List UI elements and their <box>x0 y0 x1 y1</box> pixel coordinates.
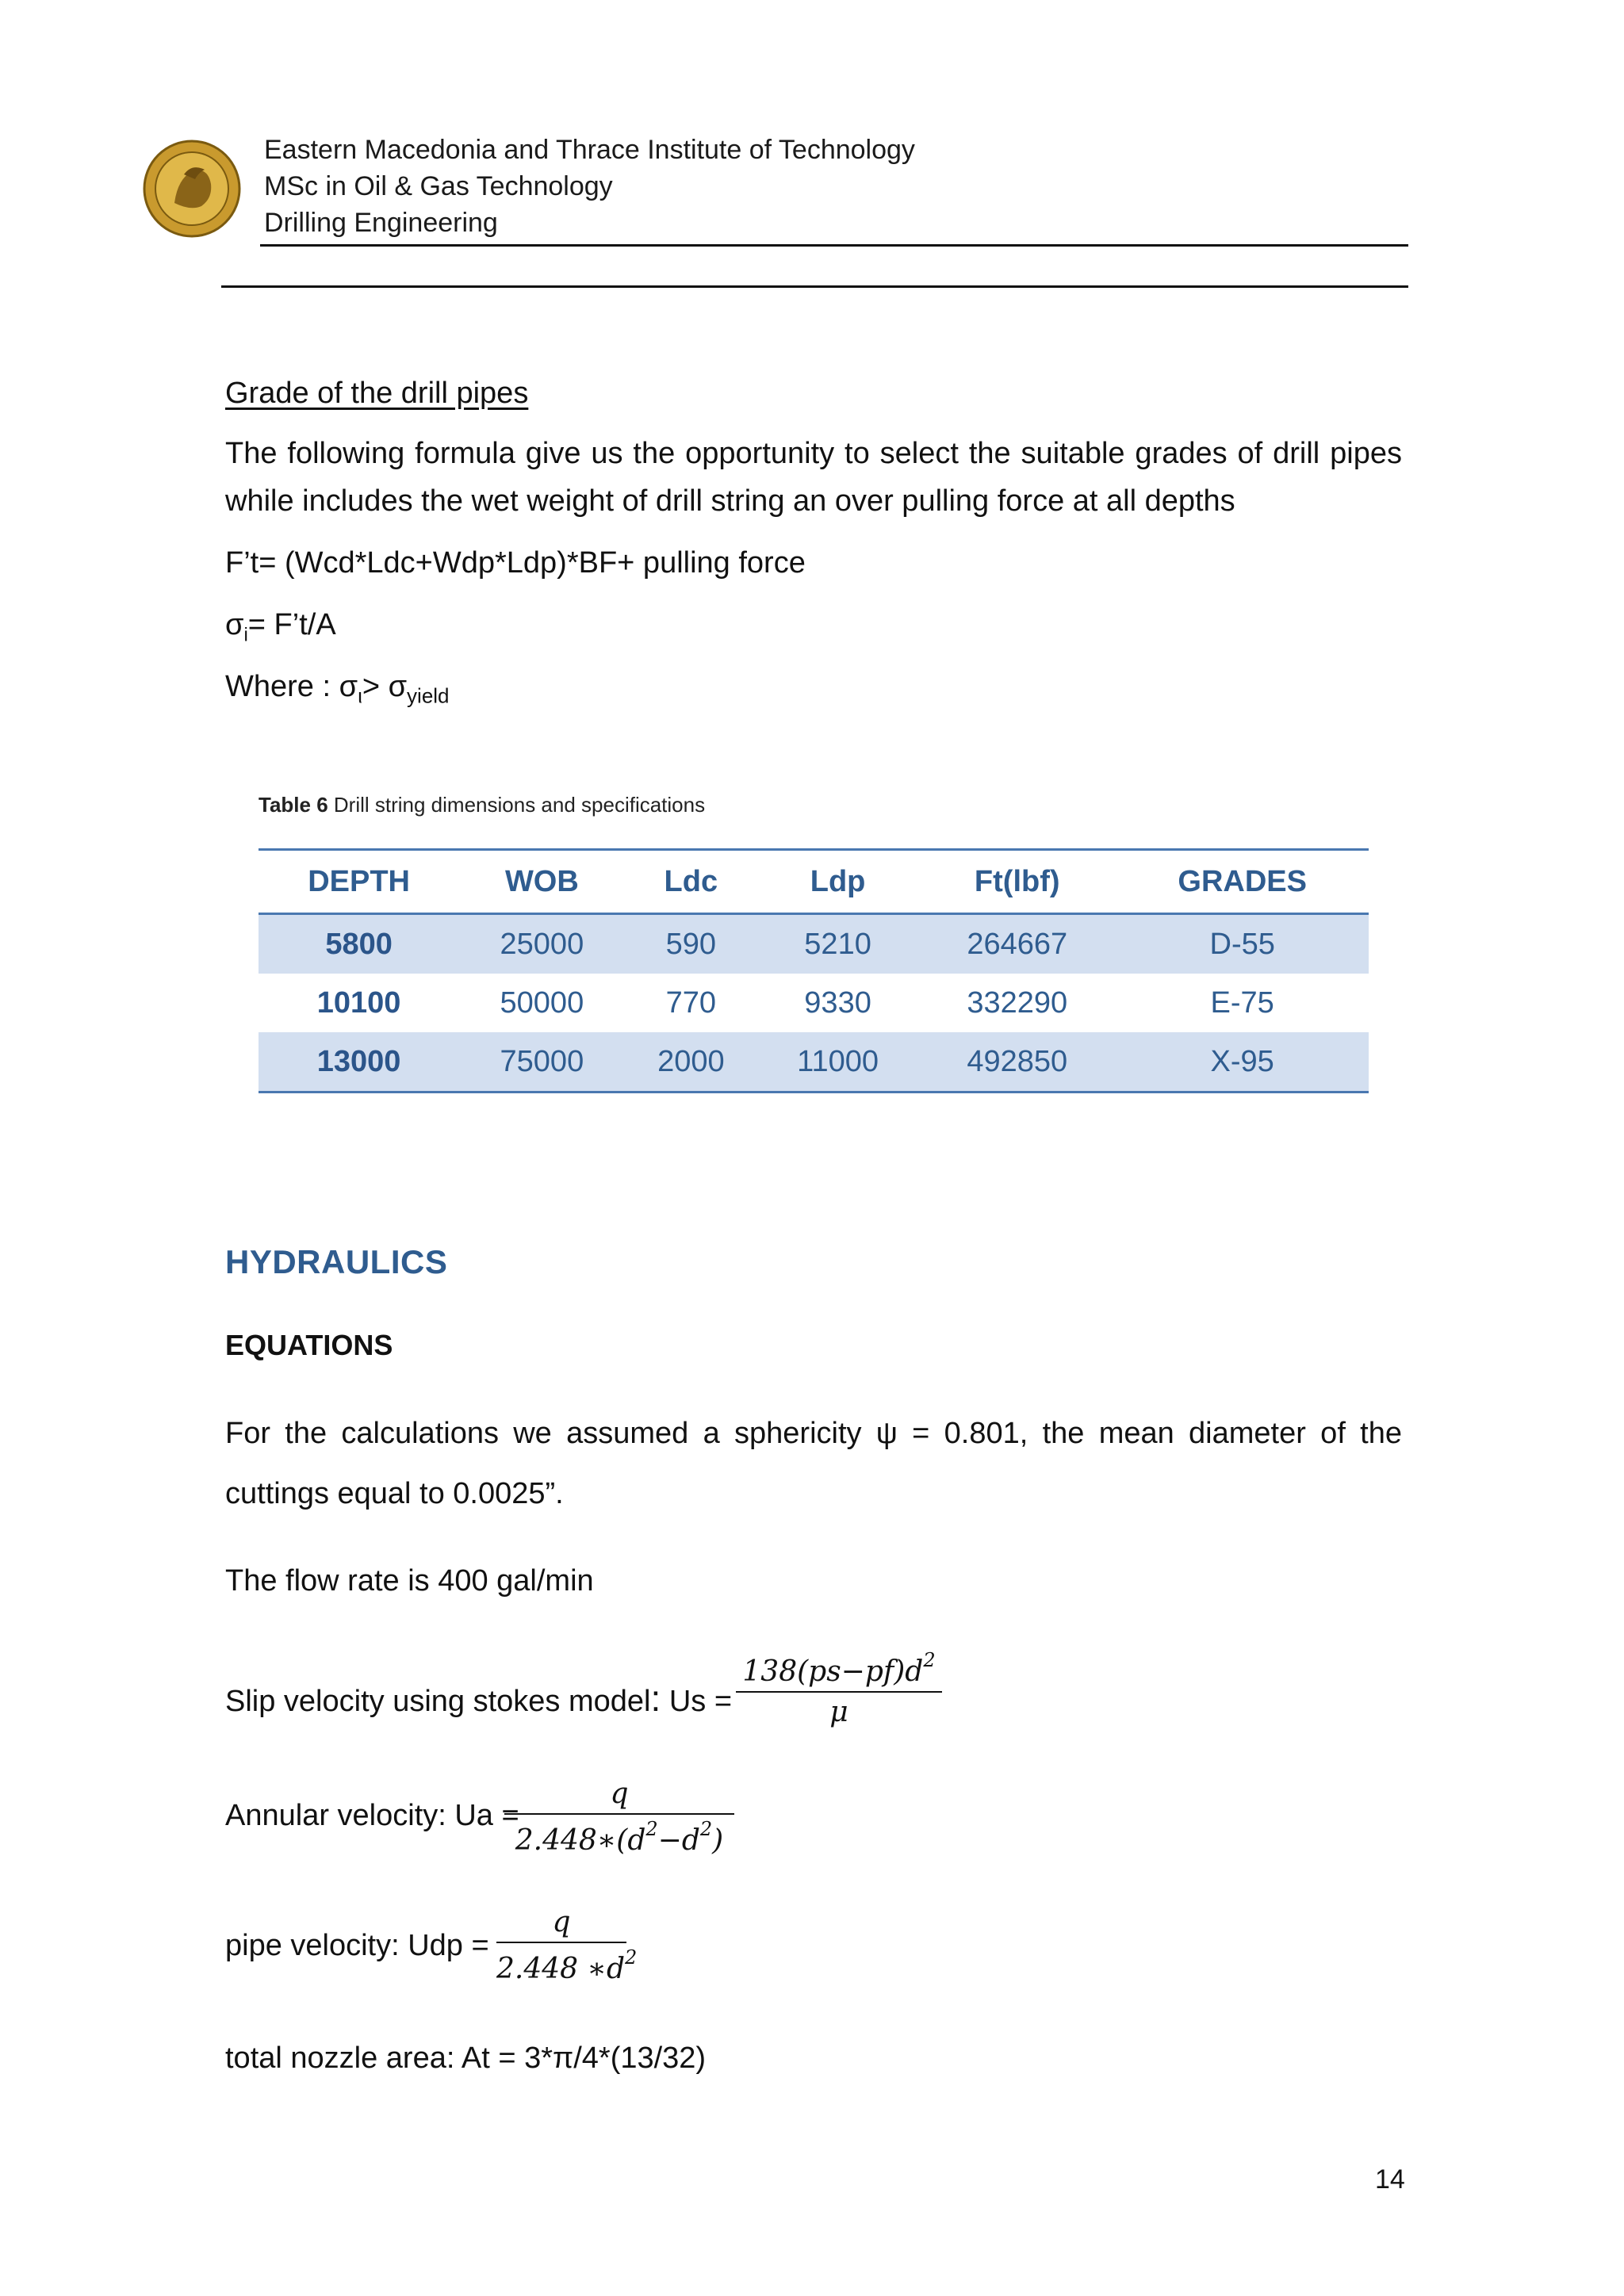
annular-fraction-bar <box>504 1813 734 1815</box>
slip-velocity-colon: : <box>650 1678 661 1719</box>
slip-velocity-text: Slip velocity using stokes model <box>225 1685 651 1718</box>
pipe-fraction-bar <box>496 1942 626 1943</box>
drill-string-table <box>259 848 1369 1093</box>
formula-sigma-sub: i <box>243 624 248 646</box>
annular-den-exp1: 2 <box>645 1818 658 1840</box>
table-cell: 332290 <box>967 985 1068 1020</box>
header-rule-top <box>260 244 1408 247</box>
institution-logo <box>143 140 241 238</box>
table-cell: 2000 <box>625 1032 758 1093</box>
slip-denominator: μ <box>829 1696 848 1728</box>
table-cell: 10100 <box>316 985 401 1020</box>
annular-numerator: q <box>610 1777 629 1810</box>
table-cell: 5210 <box>757 914 918 974</box>
table-caption-text: Drill string dimensions and specifications <box>327 793 706 817</box>
formula-sigma-rest: = F’t/A <box>247 608 336 641</box>
formula-where-sub1: ι <box>358 683 362 708</box>
table-cell: 9330 <box>804 985 871 1020</box>
table-caption-label: Table 6 <box>259 793 328 817</box>
hydraulics-heading: HYDRAULICS <box>225 1243 448 1280</box>
header-rule-bottom <box>221 285 1408 288</box>
annular-velocity-fraction <box>504 1777 734 1857</box>
pipe-velocity-label: pipe velocity: Udp = <box>225 1929 489 1962</box>
formula-where-sub2: yield <box>407 683 450 708</box>
pipe-velocity-fraction <box>496 1906 638 1985</box>
formula-sigma-symbol: σ <box>225 608 244 641</box>
seal-icon <box>143 140 241 238</box>
annular-den-c: ) <box>712 1824 724 1857</box>
table-cell: D-55 <box>1116 914 1369 974</box>
col-header-ldc: Ldc <box>625 850 758 914</box>
annular-den-a: 2.448∗(d <box>515 1824 646 1857</box>
slip-velocity-label <box>225 1674 732 1725</box>
assumptions-paragraph: For the calculations we assumed a sphericity ψ = 0.801, the mean diameter of the cuttings equal to 0.0025”. <box>225 1417 1402 1510</box>
annular-denominator <box>504 1818 734 1857</box>
table-cell: 264667 <box>918 914 1116 974</box>
table-cell: 770 <box>665 985 717 1020</box>
formula-ft: F’t= (Wcd*Ldc+Wdp*Ldp)*BF+ pulling force <box>225 546 806 580</box>
table-row <box>259 914 1369 974</box>
table-cell: 25000 <box>459 914 624 974</box>
table-cell: 492850 <box>918 1032 1116 1093</box>
col-header-ft: Ft(lbf) <box>918 850 1116 914</box>
slip-numerator <box>736 1649 942 1688</box>
nozzle-area-text: total nozzle area: At = 3*π/4*(13/32) <box>225 2042 707 2075</box>
slip-velocity-fraction <box>736 1649 942 1728</box>
table-row <box>259 974 1369 1032</box>
table-cell: 75000 <box>459 1032 624 1093</box>
table-cell: 13000 <box>259 1032 459 1093</box>
formula-sigma <box>225 601 336 660</box>
formula-where-prefix: Where : σ <box>225 670 358 703</box>
table-row <box>259 1032 1369 1093</box>
slip-fraction-bar <box>736 1691 942 1693</box>
header-line-2: MSc in Oil & Gas Technology <box>264 171 613 201</box>
annular-velocity-label: Annular velocity: Ua = <box>225 1799 519 1832</box>
formula-where-mid: > σ <box>362 670 408 703</box>
table-header-row <box>259 850 1369 914</box>
table-cell: 11000 <box>757 1032 918 1093</box>
col-header-ldp: Ldp <box>757 850 918 914</box>
pipe-denominator <box>496 1946 638 1985</box>
table-caption <box>259 793 705 817</box>
slip-numerator-text: 138(ps−pf)d <box>742 1655 924 1688</box>
table-cell: 5800 <box>259 914 459 974</box>
slip-numerator-exp: 2 <box>923 1649 936 1671</box>
page-number: 14 <box>1375 2164 1405 2195</box>
col-header-grades: GRADES <box>1116 850 1369 914</box>
flow-rate-text: The flow rate is 400 gal/min <box>225 1564 594 1598</box>
slip-velocity-var: Us = <box>661 1685 733 1718</box>
section-paragraph: The following formula give us the opportunity to select the suitable grades of drill pipes while includes the wet weight of drill string an over pulling force at all depths <box>225 437 1402 518</box>
section-title: Grade of the drill pipes <box>225 377 529 410</box>
formula-where <box>225 663 450 720</box>
col-header-depth: DEPTH <box>259 850 459 914</box>
pipe-numerator: q <box>552 1906 571 1938</box>
pipe-den-exp: 2 <box>625 1946 638 1969</box>
annular-den-exp2: 2 <box>699 1818 713 1840</box>
table-cell: 50000 <box>500 985 584 1020</box>
header-line-1: Eastern Macedonia and Thrace Institute of Technology <box>264 135 915 165</box>
annular-den-b: −d <box>657 1824 700 1857</box>
table-cell: 590 <box>625 914 758 974</box>
table-cell: E-75 <box>1210 985 1274 1020</box>
pipe-den-a: 2.448 ∗d <box>496 1953 626 1985</box>
header-line-3: Drilling Engineering <box>264 208 498 238</box>
col-header-wob: WOB <box>459 850 624 914</box>
table-cell: X-95 <box>1116 1032 1369 1093</box>
equations-heading: EQUATIONS <box>225 1329 393 1361</box>
